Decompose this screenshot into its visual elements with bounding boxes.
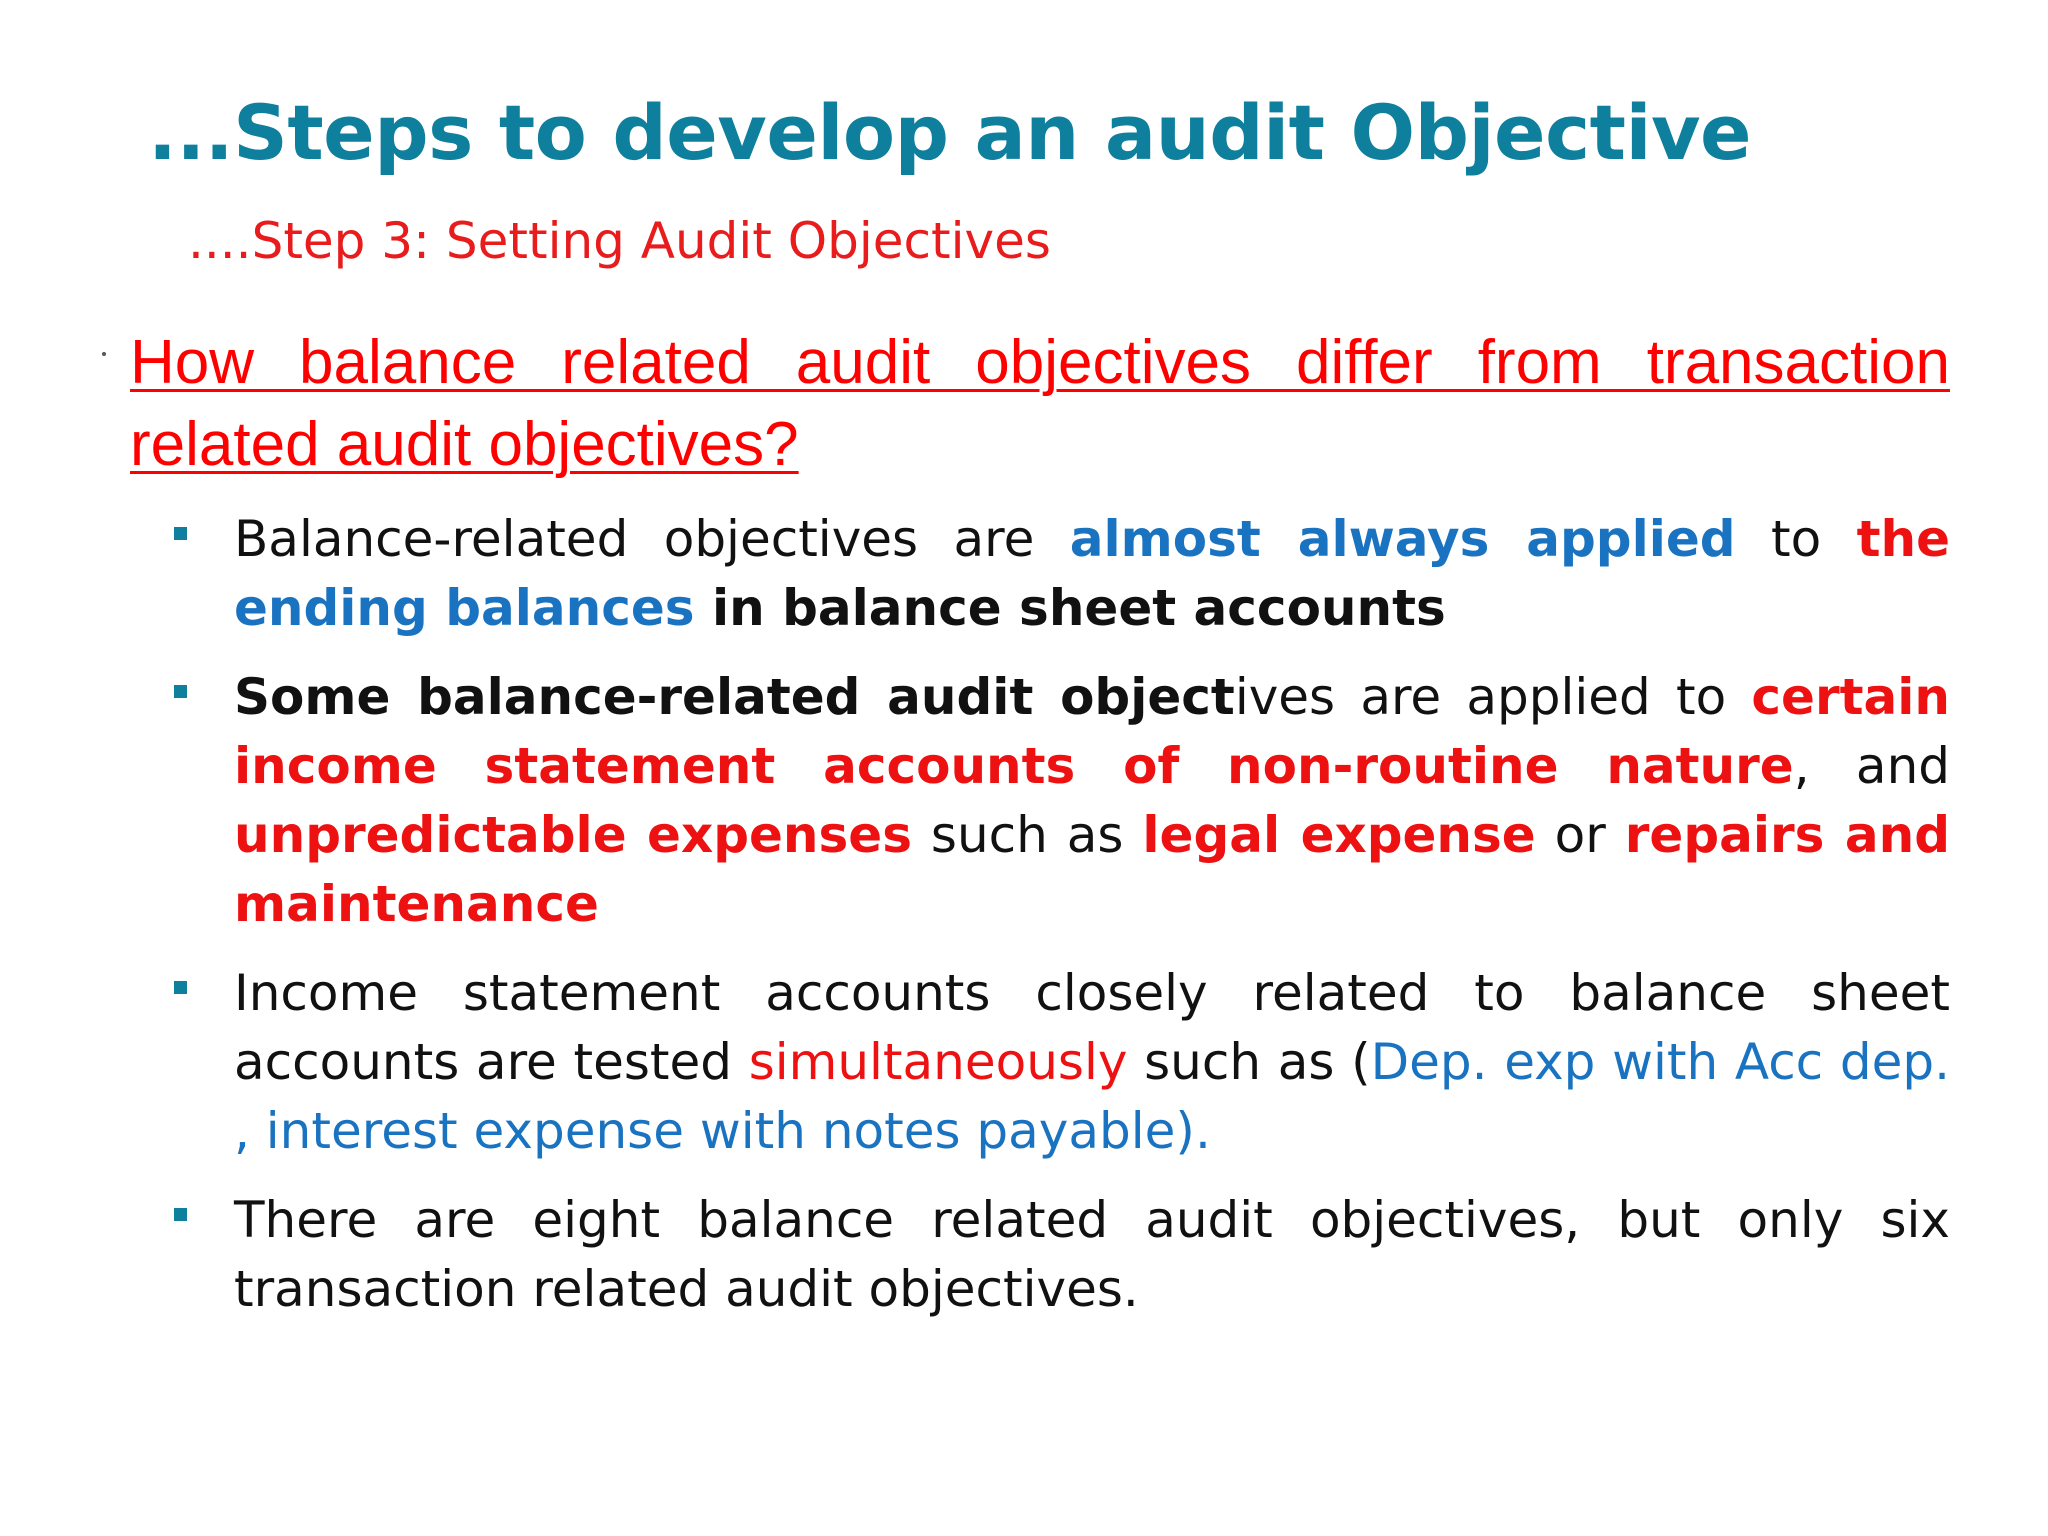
bullet-segment: in balance sheet accounts bbox=[694, 579, 1446, 637]
bullet-item bbox=[170, 1186, 1950, 1324]
bullet-text bbox=[234, 1191, 1950, 1318]
bullet-segment: Balance-related objectives are bbox=[234, 510, 1070, 568]
bullet-text bbox=[234, 964, 1950, 1160]
bullet-segment: ending balances bbox=[234, 579, 695, 637]
bullet-segment: or bbox=[1535, 806, 1625, 864]
bullet-list bbox=[170, 505, 1950, 1344]
bullet-text bbox=[234, 510, 1950, 637]
bullet-segment: Some balance-related audit object bbox=[234, 668, 1235, 726]
bullet-segment: Dep. exp with Acc dep. , interest expense with notes payable). bbox=[234, 1033, 1950, 1160]
bullet-segment: legal expense bbox=[1142, 806, 1536, 864]
dot-marker bbox=[102, 352, 106, 356]
bullet-segment: unpredictable expenses bbox=[234, 806, 912, 864]
bullet-segment: to bbox=[1735, 510, 1857, 568]
square-bullet-icon bbox=[174, 981, 187, 994]
bullet-item bbox=[170, 959, 1950, 1166]
square-bullet-icon bbox=[174, 527, 187, 540]
bullet-item bbox=[170, 505, 1950, 643]
bullet-segment: simultaneously bbox=[748, 1033, 1128, 1091]
bullet-text bbox=[234, 668, 1950, 933]
bullet-segment: certain income statement accounts of non-routine nature bbox=[234, 668, 1950, 795]
square-bullet-icon bbox=[174, 685, 187, 698]
slide-subtitle: ....Step 3: Setting Audit Objectives bbox=[188, 212, 1051, 270]
bullet-segment: repairs and maintenance bbox=[234, 806, 1950, 933]
bullet-segment: such as ( bbox=[1127, 1033, 1371, 1091]
bullet-item bbox=[170, 663, 1950, 939]
bullet-segment: ives are applied to bbox=[1234, 668, 1752, 726]
bullet-segment: the bbox=[1856, 510, 1951, 568]
bullet-segment: There are eight balance related audit objectives, but only six transaction related audit objectives. bbox=[234, 1191, 1950, 1318]
square-bullet-icon bbox=[174, 1208, 187, 1221]
bullet-segment: , and bbox=[1793, 737, 1951, 795]
bullet-segment: Income statement accounts closely related to balance sheet accounts are tested bbox=[234, 964, 1950, 1091]
bullet-segment: such as bbox=[911, 806, 1143, 864]
slide-question: How balance related audit objectives differ from transaction related audit objectives? bbox=[130, 328, 1950, 479]
bullet-segment: almost always applied bbox=[1069, 510, 1736, 568]
slide-title: ...Steps to develop an audit Objective bbox=[148, 88, 1752, 177]
